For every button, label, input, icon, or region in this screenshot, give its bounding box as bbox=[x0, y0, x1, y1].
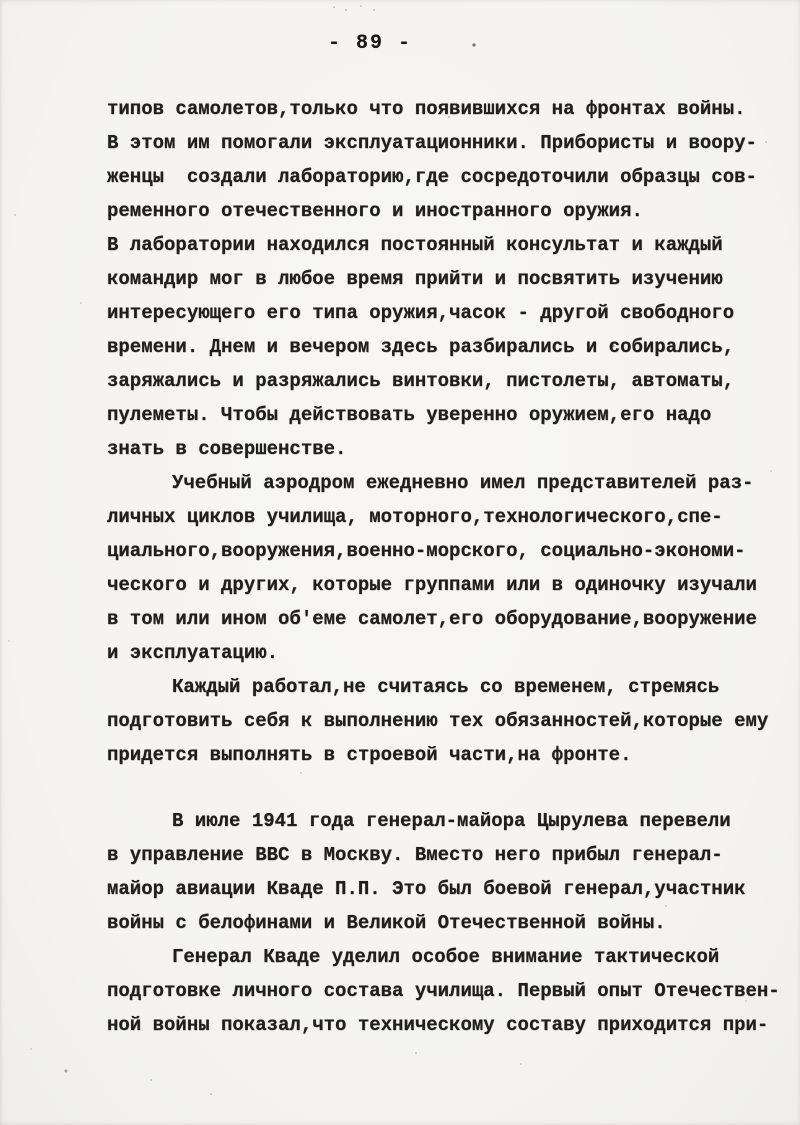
text-line: пулеметы. Чтобы действовать уверенно оружием,его надо bbox=[107, 404, 712, 426]
text-line: придется выполнять в строевой части,на фронте. bbox=[107, 744, 632, 766]
text-line: личных циклов училища, моторного,технологического,спе- bbox=[107, 506, 723, 528]
text-body bbox=[107, 92, 797, 1042]
scan-noise-speckles bbox=[0, 0, 2, 2]
text-line: подготовить себя к выполнению тех обязанностей,которые ему bbox=[107, 710, 769, 732]
text-line: женцы создали лабораторию,где сосредоточили образцы сов- bbox=[107, 166, 757, 188]
text-line: В июле 1941 года генерал-майора Цырулева перевели bbox=[172, 810, 731, 832]
text-line: ческого и других, которые группами или в одиночку изучали bbox=[107, 574, 757, 596]
text-line: Генерал Кваде уделил особое внимание тактической bbox=[172, 946, 720, 968]
text-line: заряжались и разряжались винтовки, пистолеты, автоматы, bbox=[107, 370, 735, 392]
text-line: майор авиации Кваде П.П. Это был боевой генерал,участник bbox=[107, 878, 746, 900]
page-number: - 89 - bbox=[327, 32, 412, 55]
text-line: войны с белофинами и Великой Отечественной войны. bbox=[107, 912, 666, 934]
blank-line bbox=[107, 772, 797, 804]
text-line: В лаборатории находился постоянный консультат и каждый bbox=[107, 234, 723, 256]
text-line: времени. Днем и вечером здесь разбирались и собирались, bbox=[107, 336, 735, 358]
text-line: подготовке личного состава училища. Первый опыт Отечествен- bbox=[107, 980, 780, 1002]
text-line: циального,вооружения,военно-морского, социально-экономи- bbox=[107, 540, 746, 562]
text-line: ной войны показал,что техническому составу приходится при- bbox=[107, 1014, 769, 1036]
text-line: в управление ВВС в Москву. Вместо него прибыл генерал- bbox=[107, 844, 723, 866]
text-line: В этом им помогали эксплуатационники. Прибористы и воору- bbox=[107, 132, 757, 154]
text-line: знать в совершенстве. bbox=[107, 438, 347, 460]
text-line: Каждый работал,не считаясь со временем, стремясь bbox=[172, 676, 720, 698]
text-line: в том или ином об'еме самолет,его оборудование,вооружение bbox=[107, 608, 757, 630]
text-line: командир мог в любое время прийти и посвятить изучению bbox=[107, 268, 723, 290]
text-line: типов самолетов,только что появившихся на фронтах войны. bbox=[107, 98, 746, 120]
text-line: интересующего его типа оружия,часок - другой свободного bbox=[107, 302, 735, 324]
text-line: Учебный аэродром ежедневно имел представителей раз- bbox=[172, 472, 754, 494]
text-line: ременного отечественного и иностранного оружия. bbox=[107, 200, 643, 222]
text-line: и эксплуатацию. bbox=[107, 642, 279, 664]
